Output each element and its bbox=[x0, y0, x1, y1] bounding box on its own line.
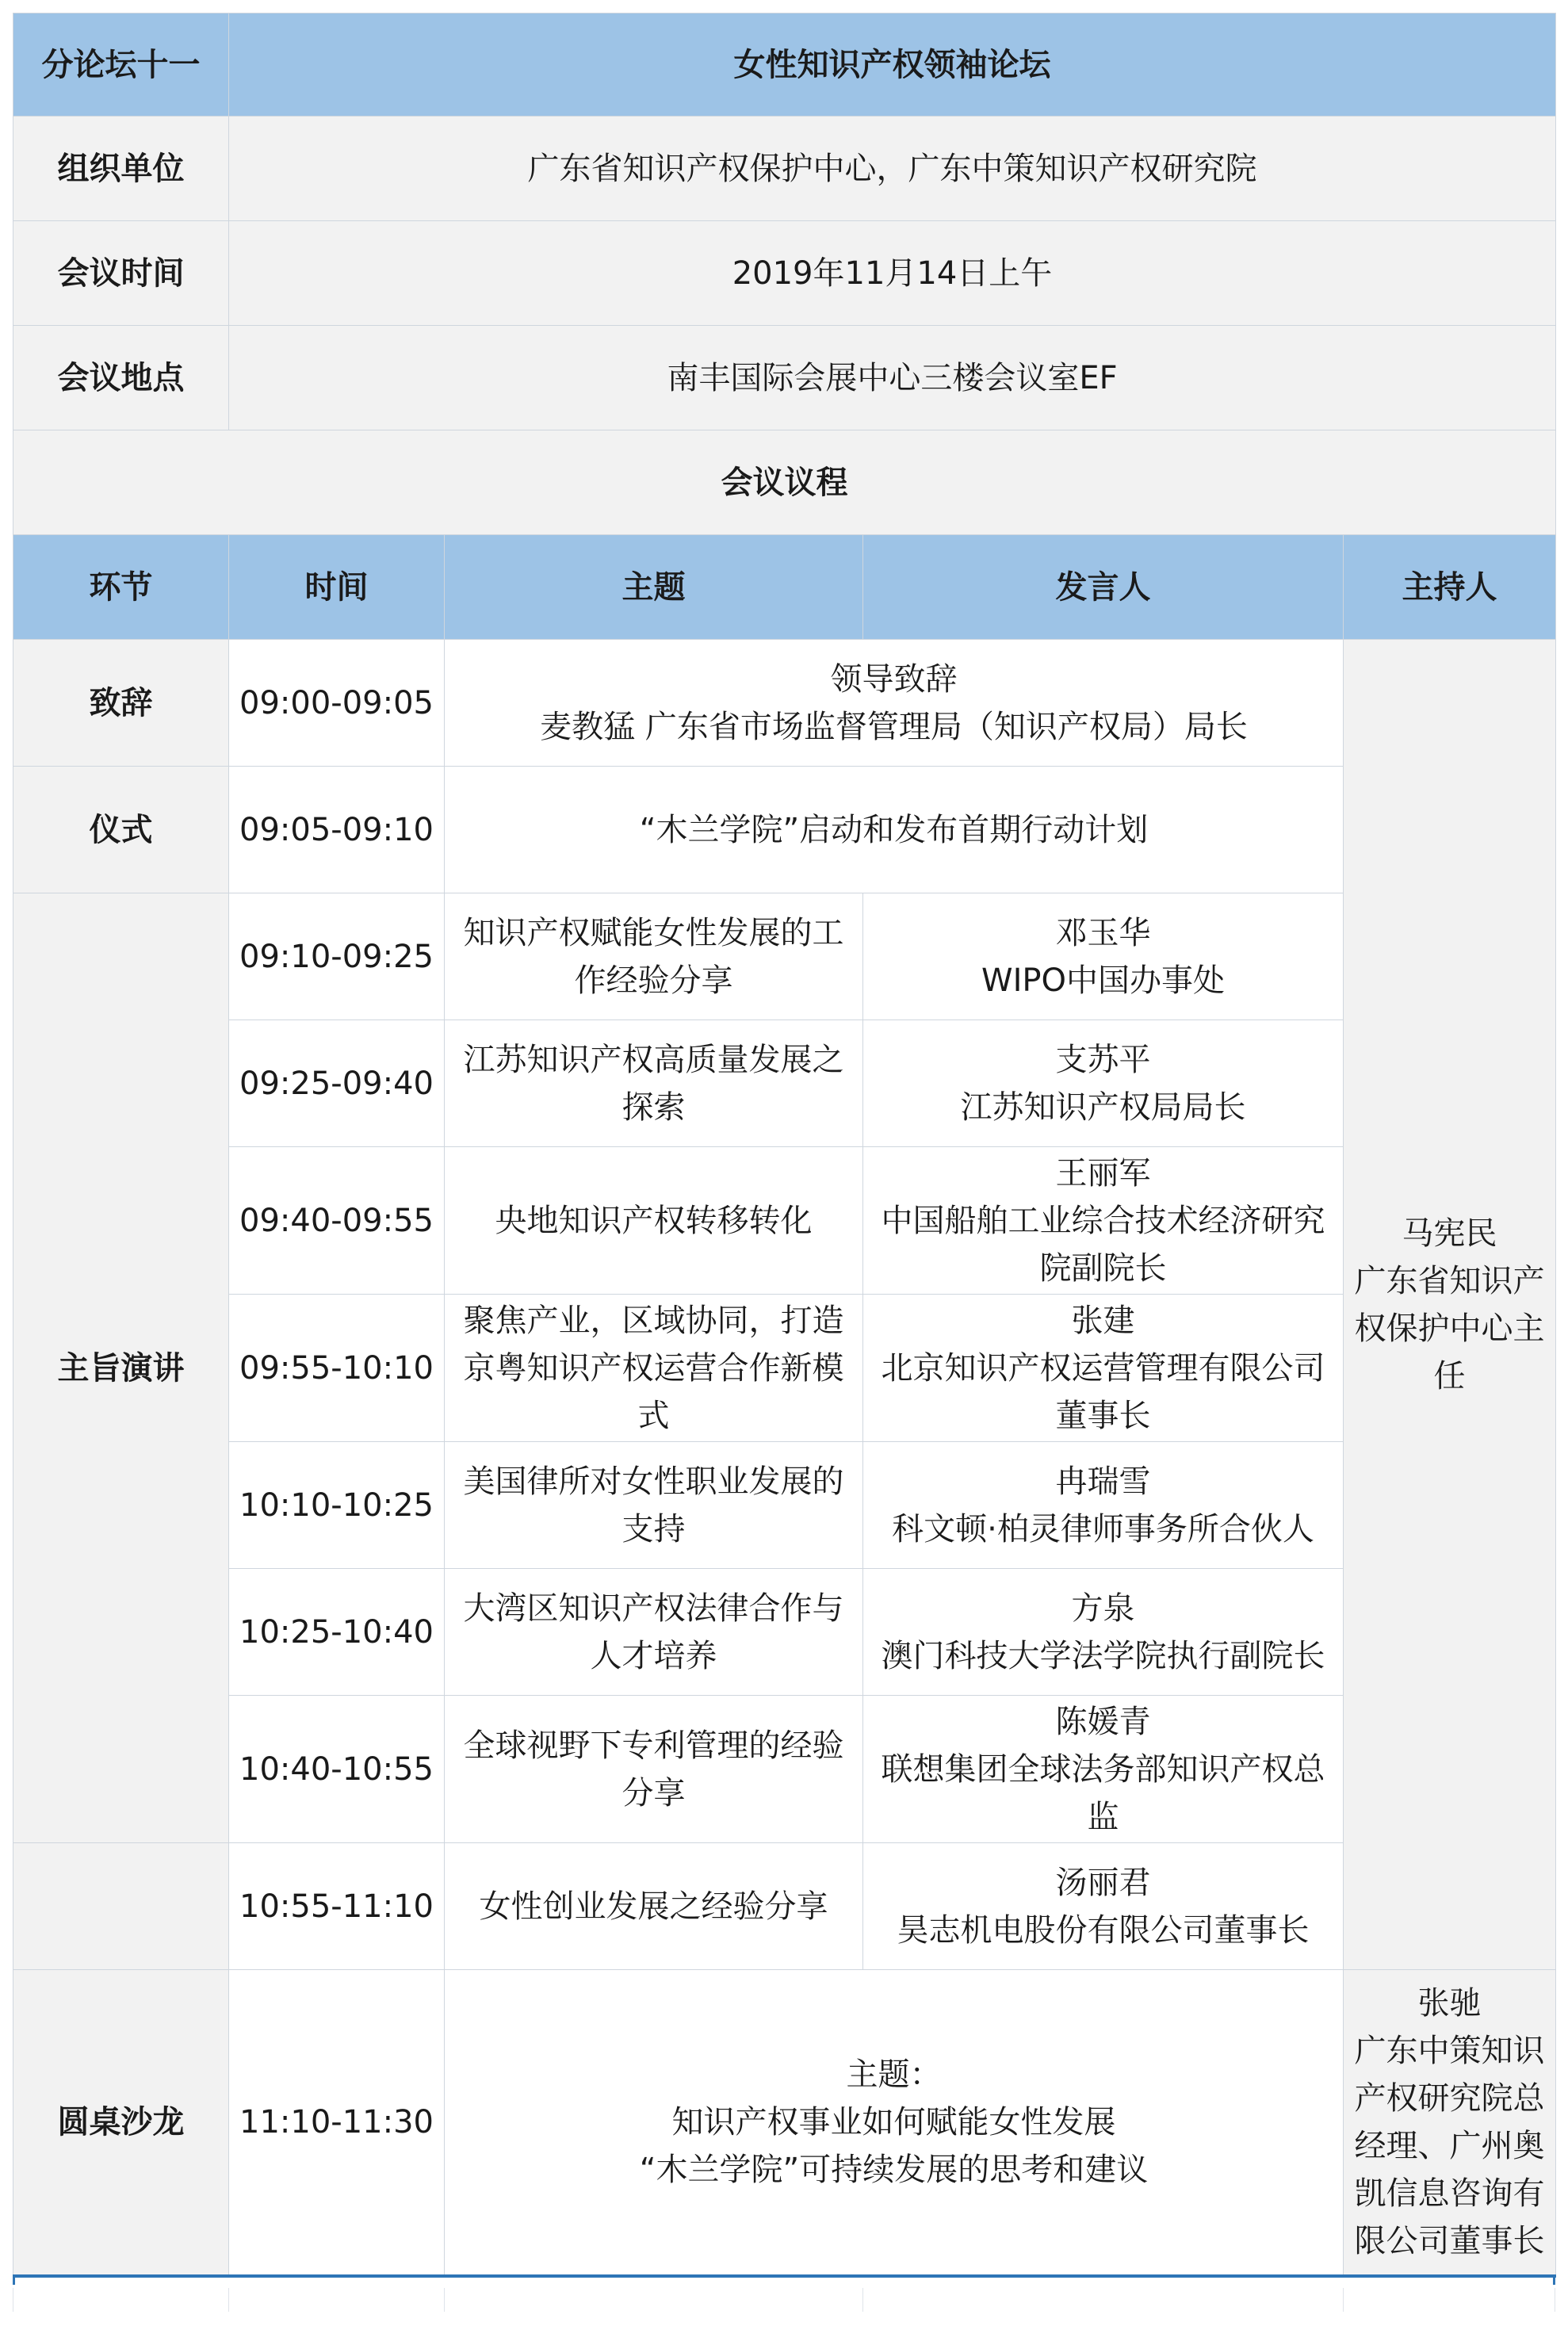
section-label: 主旨演讲 bbox=[13, 893, 229, 1843]
table-row bbox=[13, 1569, 1556, 1696]
speaker-cell bbox=[863, 1147, 1344, 1295]
speaker-name: 邓玉华 bbox=[1055, 914, 1151, 951]
speaker-cell bbox=[863, 1569, 1344, 1696]
agenda-title: 会议议程 bbox=[13, 430, 1556, 535]
column-header-row bbox=[13, 535, 1556, 640]
column-header: 主题 bbox=[445, 535, 863, 640]
column-header: 环节 bbox=[13, 535, 229, 640]
forum-header-row bbox=[13, 13, 1556, 117]
time-cell: 09:10-09:25 bbox=[229, 893, 445, 1020]
section-label-empty bbox=[13, 1843, 229, 1970]
speaker-name: 汤丽君 bbox=[1055, 1864, 1151, 1901]
table-row bbox=[13, 1843, 1556, 1970]
topic-cell: 女性创业发展之经验分享 bbox=[445, 1843, 863, 1970]
column-header: 发言人 bbox=[863, 535, 1344, 640]
time-cell: 09:05-09:10 bbox=[229, 767, 445, 893]
time-cell: 10:40-10:55 bbox=[229, 1696, 445, 1843]
time-cell: 09:40-09:55 bbox=[229, 1147, 445, 1295]
topic-cell: 大湾区知识产权法律合作与人才培养 bbox=[445, 1569, 863, 1696]
section-label: 圆桌沙龙 bbox=[13, 1970, 229, 2276]
salon-line: 主题： bbox=[846, 2056, 942, 2093]
forum-title: 女性知识产权领袖论坛 bbox=[229, 13, 1556, 117]
speaker-name: 陈媛青 bbox=[1055, 1703, 1151, 1740]
ceremony-content: “木兰学院”启动和发布首期行动计划 bbox=[445, 767, 1344, 893]
section-label: 致辞 bbox=[13, 640, 229, 767]
time-cell: 10:10-10:25 bbox=[229, 1442, 445, 1569]
info-label: 组织单位 bbox=[13, 117, 229, 221]
forum-label: 分论坛十一 bbox=[13, 13, 229, 117]
table-row bbox=[13, 1970, 1556, 2276]
info-row-venue bbox=[13, 326, 1556, 430]
table-row bbox=[13, 640, 1556, 767]
forum-agenda-sheet bbox=[13, 13, 1555, 2278]
speaker-name: 支苏平 bbox=[1055, 1041, 1151, 1078]
salon-content bbox=[445, 1970, 1344, 2276]
time-cell: 10:25-10:40 bbox=[229, 1569, 445, 1696]
topic-cell: 美国律所对女性职业发展的支持 bbox=[445, 1442, 863, 1569]
speaker-cell bbox=[863, 1295, 1344, 1442]
speaker-cell bbox=[863, 1696, 1344, 1843]
time-cell: 10:55-11:10 bbox=[229, 1843, 445, 1970]
column-header: 时间 bbox=[229, 535, 445, 640]
opening-content bbox=[445, 640, 1344, 767]
speaker-org: 昊志机电股份有限公司董事长 bbox=[897, 1911, 1310, 1949]
host-title: 广东省知识产权保护中心主任 bbox=[1354, 1262, 1545, 1394]
speaker-org: 江苏知识产权局局长 bbox=[960, 1088, 1246, 1126]
speaker-cell bbox=[863, 1020, 1344, 1147]
speaker-name: 王丽军 bbox=[1055, 1154, 1151, 1192]
host-cell bbox=[1344, 1970, 1556, 2276]
topic-cell: 聚焦产业，区域协同，打造京粤知识产权运营合作新模式 bbox=[445, 1295, 863, 1442]
speaker-org: 北京知识产权运营管理有限公司董事长 bbox=[881, 1349, 1325, 1434]
topic-cell: 知识产权赋能女性发展的工作经验分享 bbox=[445, 893, 863, 1020]
time-cell: 09:00-09:05 bbox=[229, 640, 445, 767]
host-cell bbox=[1344, 640, 1556, 1970]
speaker-cell bbox=[863, 1442, 1344, 1569]
info-row-date bbox=[13, 221, 1556, 326]
section-label: 仪式 bbox=[13, 767, 229, 893]
time-cell: 09:55-10:10 bbox=[229, 1295, 445, 1442]
topic-cell: 江苏知识产权高质量发展之探索 bbox=[445, 1020, 863, 1147]
speaker-name: 冉瑞雪 bbox=[1055, 1463, 1151, 1500]
table-row bbox=[13, 1442, 1556, 1569]
host-name: 张驰 bbox=[1417, 1984, 1482, 2022]
table-tail-gridlines bbox=[13, 2288, 1555, 2312]
info-label: 会议地点 bbox=[13, 326, 229, 430]
speaker-cell bbox=[863, 893, 1344, 1020]
speaker-org: 科文顿·柏灵律师事务所合伙人 bbox=[892, 1510, 1314, 1547]
host-title: 广东中策知识产权研究院总经理、广州奥凯信息咨询有限公司董事长 bbox=[1354, 2032, 1545, 2259]
info-value: 广东省知识产权保护中心，广东中策知识产权研究院 bbox=[229, 117, 1556, 221]
speaker-org: 澳门科技大学法学院执行副院长 bbox=[881, 1637, 1325, 1674]
speaker-cell bbox=[863, 1843, 1344, 1970]
salon-line: 知识产权事业如何赋能女性发展 bbox=[671, 2103, 1116, 2140]
agenda-title-row bbox=[13, 430, 1556, 535]
table-row bbox=[13, 893, 1556, 1020]
opening-line: 领导致辞 bbox=[830, 660, 958, 698]
opening-line: 麦教猛 广东省市场监督管理局（知识产权局）局长 bbox=[540, 708, 1248, 745]
agenda-table bbox=[13, 13, 1556, 2278]
topic-cell: 央地知识产权转移转化 bbox=[445, 1147, 863, 1295]
table-row bbox=[13, 1696, 1556, 1843]
info-row-organizer bbox=[13, 117, 1556, 221]
info-label: 会议时间 bbox=[13, 221, 229, 326]
table-row bbox=[13, 1020, 1556, 1147]
column-header: 主持人 bbox=[1344, 535, 1556, 640]
time-cell: 09:25-09:40 bbox=[229, 1020, 445, 1147]
info-value: 2019年11月14日上午 bbox=[229, 221, 1556, 326]
info-value: 南丰国际会展中心三楼会议室EF bbox=[229, 326, 1556, 430]
topic-cell: 全球视野下专利管理的经验分享 bbox=[445, 1696, 863, 1843]
speaker-org: WIPO中国办事处 bbox=[981, 962, 1225, 999]
table-row bbox=[13, 1295, 1556, 1442]
speaker-name: 方泉 bbox=[1071, 1590, 1135, 1627]
speaker-org: 联想集团全球法务部知识产权总监 bbox=[881, 1750, 1325, 1835]
table-row bbox=[13, 767, 1556, 893]
time-cell: 11:10-11:30 bbox=[229, 1970, 445, 2276]
table-row bbox=[13, 1147, 1556, 1295]
speaker-name: 张建 bbox=[1071, 1302, 1135, 1339]
salon-line: “木兰学院”可持续发展的思考和建议 bbox=[639, 2151, 1149, 2188]
host-name: 马宪民 bbox=[1402, 1215, 1497, 1252]
speaker-org: 中国船舶工业综合技术经济研究院副院长 bbox=[881, 1202, 1325, 1287]
